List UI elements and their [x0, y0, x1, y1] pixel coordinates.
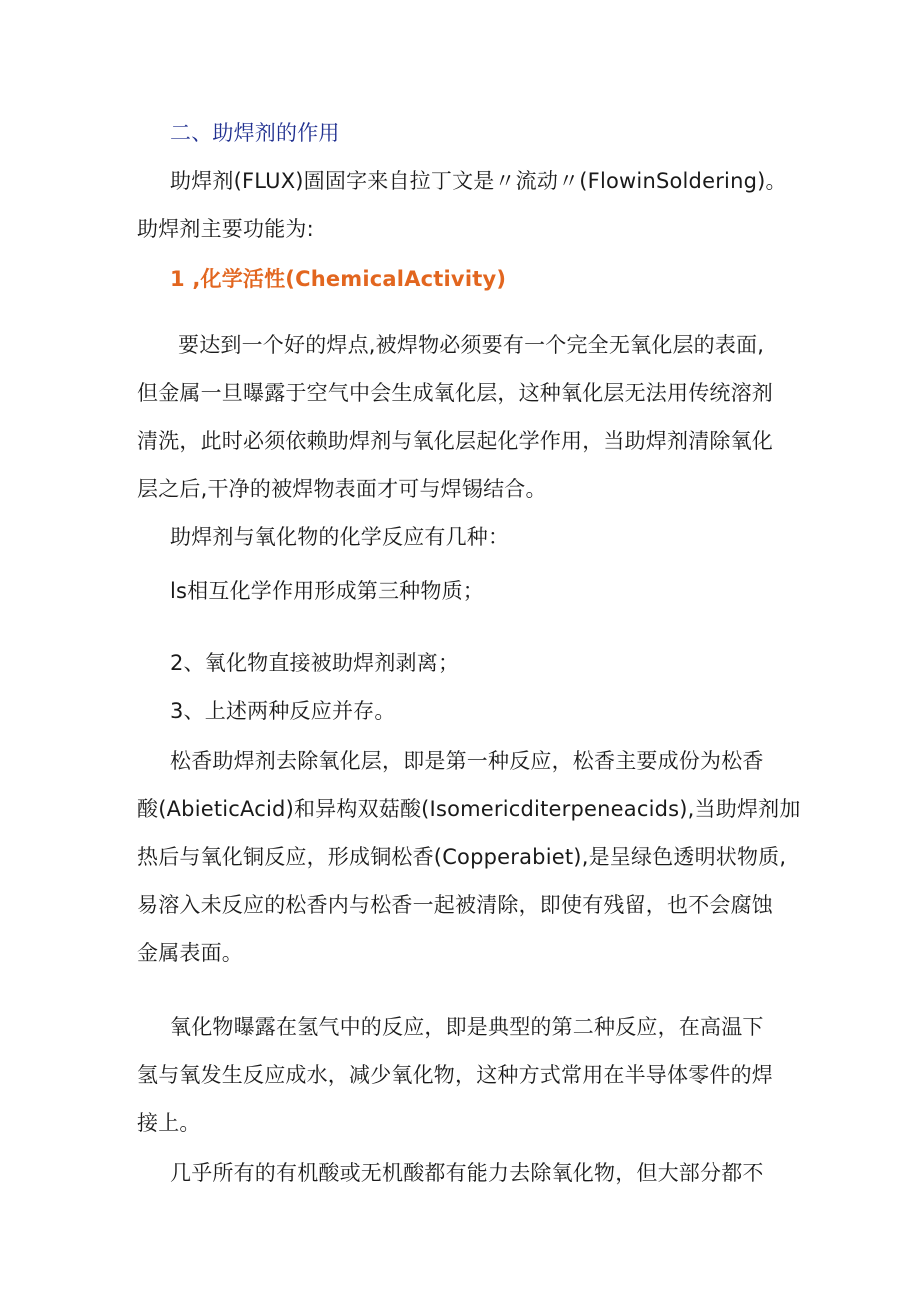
- paragraph-3-line-2: 酸(AbieticAcid)和异构双菇酸(Isomericditerpeneacids),当助焊剂加: [137, 797, 801, 821]
- paragraph-1-line-3: 清洗，此时必须依赖助焊剂与氧化层起化学作用，当助焊剂清除氧化: [137, 429, 773, 453]
- paragraph-5-line-1: 几乎所有的有机酸或无机酸都有能力去除氧化物，但大部分都不: [170, 1161, 764, 1185]
- intro-line-1: 助焊剂(FLUX)圄固字来自拉丁文是〃流动〃(FlowinSoldering)。: [170, 169, 787, 193]
- paragraph-4-line-3: 接上。: [137, 1111, 201, 1135]
- list-item-2: 2、氧化物直接被助焊剂剥离；: [170, 651, 460, 675]
- paragraph-3-line-4: 易溶入未反应的松香内与松香一起被清除，即使有残留，也不会腐蚀: [137, 893, 773, 917]
- paragraph-3-line-5: 金属表面。: [137, 941, 243, 965]
- paragraph-4-line-1: 氧化物曝露在氢气中的反应，即是典型的第二种反应，在高温下: [170, 1015, 764, 1039]
- paragraph-4-line-2: 氢与氧发生反应成水，减少氧化物，这种方式常用在半导体零件的焊: [137, 1063, 773, 1087]
- section-title: 二、助焊剂的作用: [170, 121, 340, 145]
- paragraph-1-line-1: 要达到一个好的焊点,被焊物必须要有一个完全无氧化层的表面,: [178, 333, 765, 357]
- paragraph-3-line-1: 松香助焊剂去除氧化层，即是第一种反应，松香主要成份为松香: [170, 749, 764, 773]
- list-item-3: 3、上述两种反应并存。: [170, 699, 396, 723]
- list-item-1: ls相互化学作用形成第三种物质；: [170, 579, 484, 603]
- intro-line-2: 助焊剂主要功能为:: [137, 217, 314, 241]
- sub-heading-chemical-activity: 1 ,化学活性(ChemicalActivity): [170, 267, 507, 291]
- paragraph-1-line-2: 但金属一旦曝露于空气中会生成氧化层，这种氧化层无法用传统溶剂: [137, 381, 773, 405]
- paragraph-3-line-3: 热后与氧化铜反应，形成铜松香(Copperabiet),是呈绿色透明状物质,: [137, 845, 787, 869]
- paragraph-1-line-4: 层之后,干净的被焊物表面才可与焊锡结合。: [137, 477, 547, 501]
- paragraph-2: 助焊剂与氧化物的化学反应有几种：: [170, 525, 510, 549]
